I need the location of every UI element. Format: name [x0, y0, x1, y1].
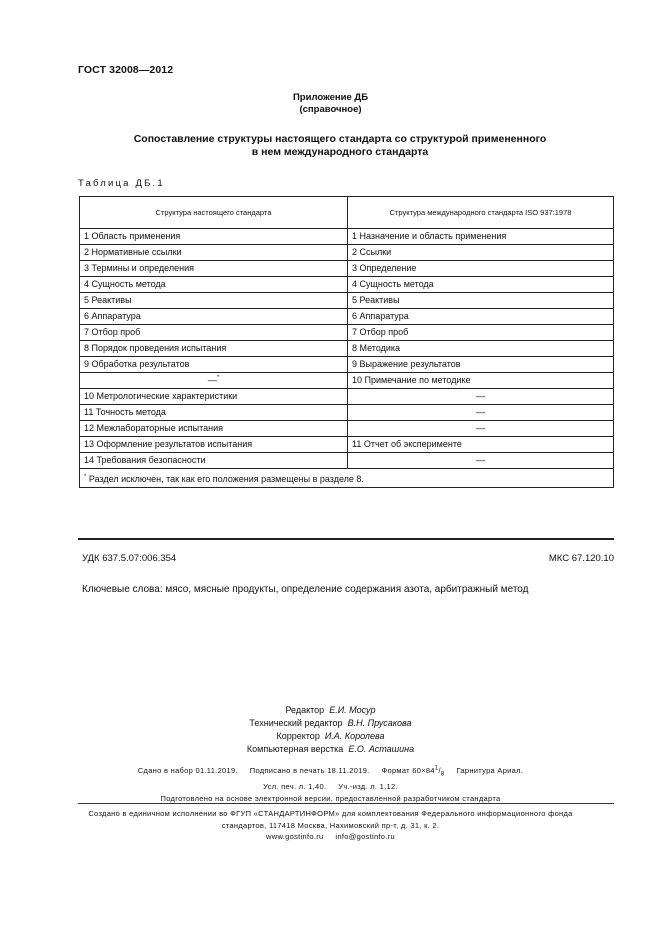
- credit-role: Компьютерная верстка: [246, 744, 344, 754]
- table-cell: 11 Отчет об эксперименте: [348, 437, 614, 453]
- table-cell: 2 Ссылки: [348, 245, 614, 261]
- table-cell: 13 Оформление результатов испытания: [80, 437, 348, 453]
- table-cell: 3 Термины и определения: [80, 261, 348, 277]
- publication-line-1: Сдано в набор 01.11.2019. Подписано в печать 18.11.2019. Формат $60\times 84^1/_8$ Гарнитура Ариал.: [137, 765, 524, 778]
- credit-proofreader: [0, 730, 661, 743]
- column-header: Структура международного стандарта ISO 937:1978: [348, 197, 614, 229]
- credit-tech-editor: [0, 717, 661, 730]
- table-row: [80, 421, 614, 437]
- credit-editor: [0, 704, 661, 717]
- credit-name: Е.О. Асташина: [348, 744, 415, 754]
- appendix-heading: [0, 92, 661, 116]
- credit-name: И.А. Королева: [324, 731, 385, 741]
- credits-block: [0, 704, 661, 756]
- table-row: [80, 373, 614, 389]
- table-header-row: [80, 197, 614, 229]
- table-row: [80, 341, 614, 357]
- table-cell: 7 Отбор проб: [348, 325, 614, 341]
- table-cell: 1 Назначение и область применения: [348, 229, 614, 245]
- table-cell: —: [348, 421, 614, 437]
- publisher-info: [0, 808, 661, 843]
- table-row: [80, 277, 614, 293]
- table-cell: 4 Сущность метода: [348, 277, 614, 293]
- format-numerator: 1: [434, 765, 439, 772]
- publisher-contacts: www.gostinfo.ru info@gostinfo.ru: [266, 832, 395, 841]
- table-cell: 6 Аппаратура: [80, 309, 348, 325]
- table-row: [80, 293, 614, 309]
- table-row: [80, 357, 614, 373]
- table-row: [80, 389, 614, 405]
- table-cell: 10 Примечание по методике: [348, 373, 614, 389]
- table-cell: [80, 373, 348, 389]
- table-row: [80, 309, 614, 325]
- table-cell: —: [348, 389, 614, 405]
- publication-info: [0, 765, 661, 804]
- title-line-1: Сопоставление структуры настоящего стандарта со структурой примененного: [133, 133, 547, 145]
- dash-value: —: [207, 375, 217, 385]
- publisher-line-2: стандартов, 117418 Москва, Нахимовский пр-т, д. 31, к. 2.: [221, 820, 440, 830]
- column-header: Структура настоящего стандарта: [80, 197, 348, 229]
- footnote-mark: *: [84, 473, 87, 480]
- table-cell: 12 Межлабораторные испытания: [80, 421, 348, 437]
- standard-number: ГОСТ 32008—2012: [78, 64, 174, 76]
- credit-name: В.Н. Прусакова: [347, 718, 412, 728]
- keywords: Ключевые слова: мясо, мясные продукты, определение содержания азота, арбитражный метод: [82, 584, 529, 595]
- publication-line-3: Подготовлено на основе электронной версии, предоставленной разработчиком стандарта: [160, 793, 501, 803]
- table-cell: 9 Выражение результатов: [348, 357, 614, 373]
- table-row: [80, 453, 614, 469]
- table-cell: 9 Обработка результатов: [80, 357, 348, 373]
- table-row: [80, 405, 614, 421]
- credit-layout: [0, 743, 661, 756]
- footnote-text: Раздел исключен, так как его положения размещены в разделе 8.: [88, 473, 364, 484]
- footer-divider: [78, 803, 614, 804]
- table-cell: 10 Метрологические характеристики: [80, 389, 348, 405]
- table-row: [80, 325, 614, 341]
- appendix-name: Приложение ДБ: [292, 92, 369, 103]
- table-cell: 14 Требования безопасности: [80, 453, 348, 469]
- publisher-line-1: Создано в единичном исполнении во ФГУП «СТАНДАРТИНФОРМ» для комплектования Федерального информационного фонда: [88, 809, 573, 818]
- comparison-table: [79, 196, 614, 488]
- page-title: [60, 133, 620, 159]
- table-footnote-row: [80, 469, 614, 488]
- title-line-2: в нем международного стандарта: [251, 146, 429, 158]
- credit-role: Редактор: [285, 705, 325, 715]
- table-cell: 6 Аппаратура: [348, 309, 614, 325]
- table-cell: 3 Определение: [348, 261, 614, 277]
- table-cell: 7 Отбор проб: [80, 325, 348, 341]
- table-cell: 8 Методика: [348, 341, 614, 357]
- table-cell: —: [348, 453, 614, 469]
- credit-role: Технический редактор: [249, 718, 343, 728]
- publication-font: Гарнитура Ариал.: [444, 766, 524, 775]
- table-cell: 2 Нормативные ссылки: [80, 245, 348, 261]
- publication-dates: Сдано в набор 01.11.2019. Подписано в печать 18.11.2019. Формат 60×84: [137, 766, 435, 775]
- table-cell: —: [348, 405, 614, 421]
- udk-code: УДК 637.5.07:006.354: [82, 553, 177, 564]
- publication-line-2: Усл. печ. л. 1,40. Уч.-изд. л. 1,12.: [263, 782, 398, 791]
- mks-code: МКС 67.120.10: [548, 553, 614, 564]
- table-cell: 11 Точность метода: [80, 405, 348, 421]
- table-label: Таблица ДБ.1: [78, 178, 165, 189]
- section-divider: [78, 538, 614, 540]
- table-cell: 5 Реактивы: [348, 293, 614, 309]
- footnote-reference: *: [216, 375, 220, 381]
- table-row: [80, 437, 614, 453]
- table-row: [80, 245, 614, 261]
- table-row: [80, 261, 614, 277]
- format-denominator: 8: [440, 771, 445, 778]
- table-footnote: [80, 469, 614, 488]
- credit-name: Е.И. Мосур: [329, 705, 376, 715]
- table-cell: 1 Область применения: [80, 229, 348, 245]
- table-cell: 4 Сущность метода: [80, 277, 348, 293]
- credit-role: Корректор: [276, 731, 320, 741]
- table-cell: 5 Реактивы: [80, 293, 348, 309]
- table-row: [80, 229, 614, 245]
- appendix-type: (справочное): [299, 104, 362, 115]
- table-cell: 8 Порядок проведения испытания: [80, 341, 348, 357]
